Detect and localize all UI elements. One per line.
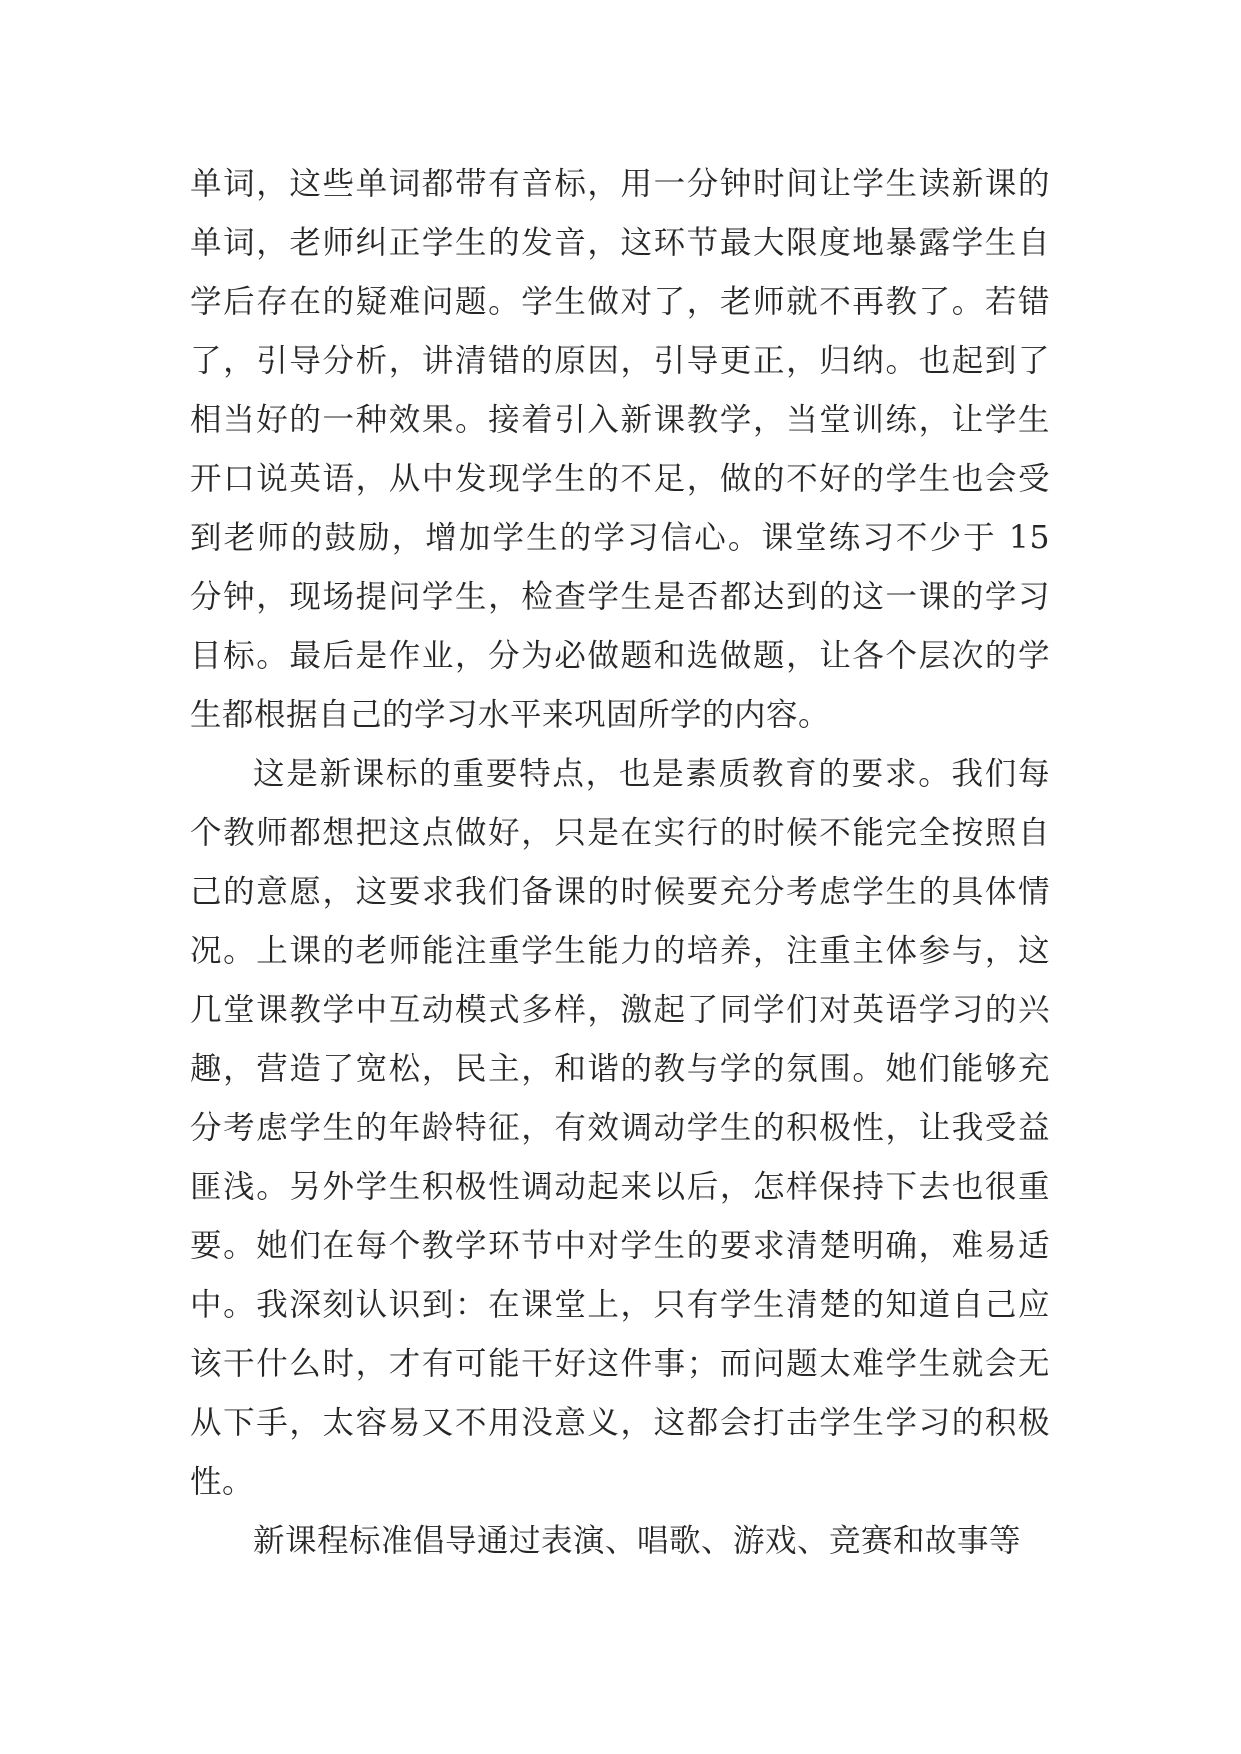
document-body	[190, 155, 1050, 1571]
paragraph-2: 这是新课标的重要特点，也是素质教育的要求。我们每个教师都想把这点做好，只是在实行的时候不能完全按照自己的意愿，这要求我们备课的时候要充分考虑学生的具体情况。上课的老师能注重学生能力的培养，注重主体参与，这几堂课教学中互动模式多样，激起了同学们对英语学习的兴趣，营造了宽松，民主，和谐的教与学的氛围。她们能够充分考虑学生的年龄特征，有效调动学生的积极性，让我受益匪浅。另外学生积极性调动起来以后，怎样保持下去也很重要。她们在每个教学环节中对学生的要求清楚明确，难易适中。我深刻认识到：在课堂上，只有学生清楚的知道自己应该干什么时，才有可能干好这件事；而问题太难学生就会无从下手，太容易又不用没意义，这都会打击学生学习的积极性。	[190, 756, 1050, 1500]
paragraph-3: 新课程标准倡导通过表演、唱歌、游戏、竞赛和故事等	[253, 1523, 1022, 1559]
paragraph-1: 单词，这些单词都带有音标，用一分钟时间让学生读新课的单词，老师纠正学生的发音，这环节最大限度地暴露学生自学后存在的疑难问题。学生做对了，老师就不再教了。若错了，引导分析，讲清错的原因，引导更正，归纳。也起到了相当好的一种效果。接着引入新课教学，当堂训练，让学生开口说英语，从中发现学生的不足，做的不好的学生也会受到老师的鼓励，增加学生的学习信心。课堂练习不少于 15 分钟，现场提问学生，检查学生是否都达到的这一课的学习目标。最后是作业，分为必做题和选做题，让各个层次的学生都根据自己的学习水平来巩固所学的内容。	[190, 166, 1050, 733]
